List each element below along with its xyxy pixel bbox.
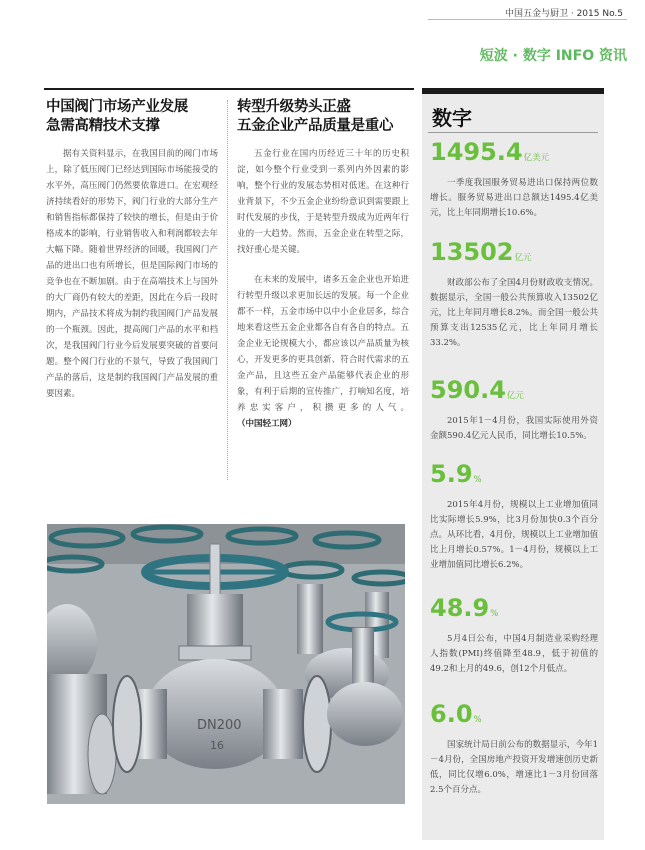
- stat-number: 13502: [430, 238, 514, 266]
- stat-unit: %: [490, 609, 499, 619]
- stat-text: 一季度我国服务贸易进出口保持两位数增长。服务贸易进出口总额达1495.4亿美元，比上年同期增长10.6%。: [430, 178, 598, 218]
- stat-text: 财政部公布了全国4月份财政收支情况。数据显示，全国一般公共预算收入13502亿元，比上年同月增长8.2%。而全国一般公共预算支出12535亿元，比上年同月增长33.2%。: [430, 278, 598, 348]
- article-hardware-upgrade: [237, 98, 409, 432]
- article2-body-2-text: 在未来的发展中，诸多五金企业也开始进行转型升级以求更加长远的发展。每一个企业都不一样，五金市场中以中小企业居多，综合地来看这些五金企业都各自有各自的特点。五金企业无论规模大小，都应该以产品质量为核心，开发更多的更具创新、符合时代需求的五金产品，且这些五金产品能够代表企业的形象，有利于后期的宣传推广，打响知名度，培养忠实客户，积攒更多的人气。: [237, 275, 409, 413]
- article2-body-1: 五金行业在国内历经近三十年的历史积淀，如今整个行业受到一系列内外因素的影响，整个行业的发展态势相对低迷。在这种行业背景下，不少五金企业纷纷意识到需要跟上时代发展的步伐，于是转型升级成为近两年行业的一大趋势。然而，五金企业在转型之际，找好重心是关键。: [237, 149, 409, 255]
- masthead-rule: [428, 19, 627, 20]
- stat-number: 48.9: [430, 594, 490, 622]
- valves-illustration: [47, 524, 405, 804]
- stat-number: 1495.4: [430, 138, 523, 166]
- valve-marking: DN200: [197, 718, 242, 733]
- article1-headline-line2: 急需高精技术支撑: [46, 118, 160, 134]
- article2-headline-line1: 转型升级势头正盛: [237, 99, 351, 115]
- stat-text: 2015年1－4月份，我国实际使用外资金额590.4亿元人民币，同比增长10.5%。: [430, 416, 598, 441]
- stat-item: [430, 700, 598, 798]
- sidebar-rule: [428, 132, 598, 133]
- article1-headline-line1: 中国阀门市场产业发展: [46, 99, 188, 115]
- stat-text: 国家统计局日前公布的数据显示，今年1－4月份，全国房地产投资开发增速创历史新低，同比仅增6.0%，增速比1－3月份回落2.5个百分点。: [430, 740, 598, 795]
- column-divider: [227, 100, 228, 480]
- stat-item: [430, 238, 598, 351]
- sidebar-top-bar: [422, 88, 604, 94]
- stat-unit: 亿元: [506, 391, 524, 401]
- stat-text: 5月4日公布，中国4月制造业采购经理人指数(PMI)终值降至48.9，低于初值的49.2和上月的49.6，创12个月低点。: [430, 634, 598, 674]
- article2-body-2: [237, 272, 409, 432]
- stat-text: 2015年4月份，规模以上工业增加值同比实际增长5.9%，比3月份加快0.3个百分点。从环比看，4月份，规模以上工业增加值比上月增长0.57%。1－4月份，规模以上工业增加值同比增长6.2%。: [430, 500, 598, 570]
- section-tag: 短波 · 数字 INFO 资讯: [479, 48, 627, 64]
- stat-unit: %: [473, 715, 482, 725]
- article2-headline-line2: 五金企业产品质量是重心: [237, 118, 394, 134]
- article2-headline: [237, 98, 409, 136]
- stat-number: 590.4: [430, 376, 506, 404]
- top-rule: [44, 88, 414, 90]
- masthead: 中国五金与厨卫 · 2015 No.5: [504, 9, 623, 19]
- sidebar-title: 数字: [432, 106, 472, 130]
- stat-item: [430, 376, 598, 444]
- valve-marking-2: 16: [210, 739, 224, 752]
- article1-body: 据有关资料显示，在我国目前的阀门市场上，除了低压阀门已经达到国际市场能接受的水平外，高压阀门仍然要依靠进口。在宏观经济持续看好的形势下，阀门行业的大部分生产和销售指标都保持了较快的增长，但是由于价格成本的影响，行业销售收入和利润都较去年大幅下降。随着世界经济的回暖，我国阀门产品的进出口也有所增长，但是国际阀门市场的竞争也在不断加剧。由于在高端技术上与国外的大厂商仍有较大的差距，因此在今后一段时期内，产品技术将成为制约我国阀门产品发展的一个瓶颈。因此，提高阀门产品的水平和档次，是我国阀门行业今后发展要突破的首要问题。整个阀门行业的不景气，导致了我国阀门产品的落后，这是制约我国阀门产品发展的重要因素。: [46, 149, 218, 399]
- valves-photo: [47, 524, 405, 804]
- stat-item: [430, 460, 598, 573]
- stat-unit: %: [473, 475, 482, 485]
- stat-number: 5.9: [430, 460, 473, 488]
- article-valve-market: [46, 98, 218, 402]
- stat-item: [430, 138, 598, 221]
- article1-headline: [46, 98, 218, 136]
- article2-source: （中国轻工网）: [237, 419, 297, 429]
- stat-item: [430, 594, 598, 677]
- stat-unit: 亿元: [514, 253, 532, 263]
- stat-number: 6.0: [430, 700, 473, 728]
- numbers-sidebar: [422, 88, 604, 840]
- stat-unit: 亿美元: [523, 153, 550, 163]
